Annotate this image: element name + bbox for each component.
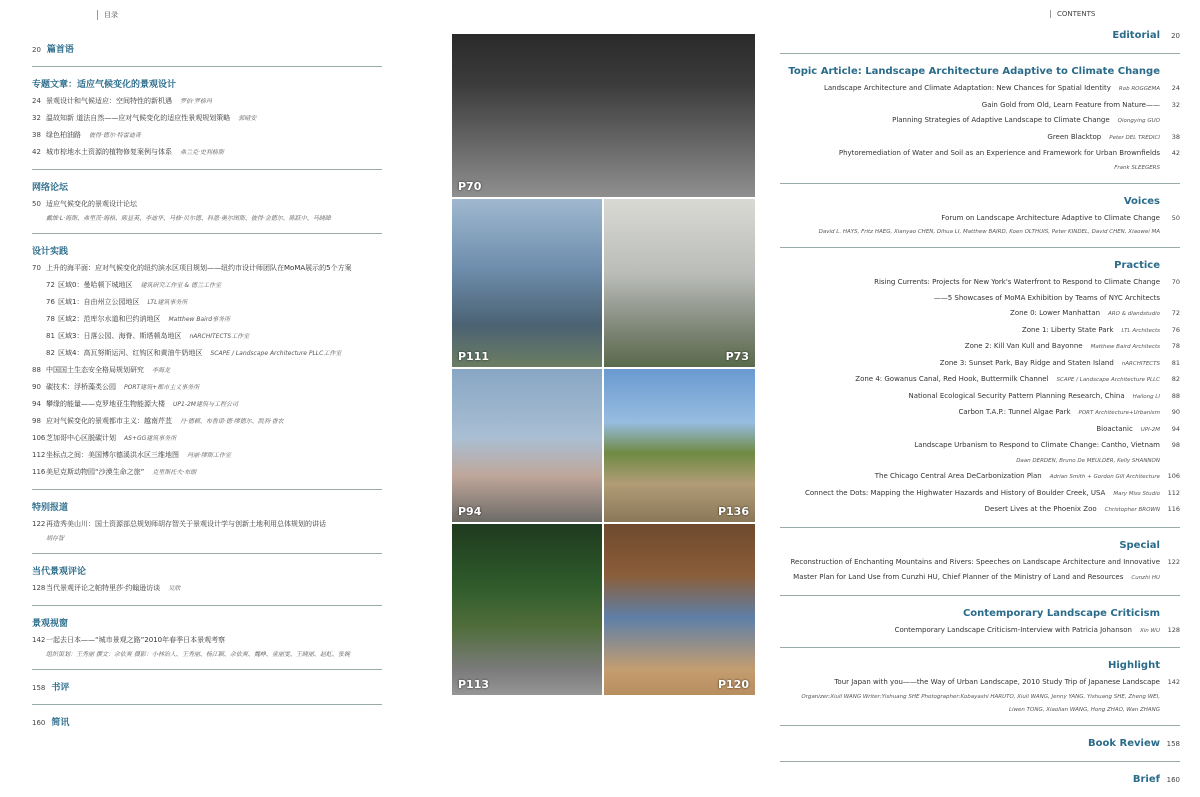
en-toc-entry[interactable]: [780, 211, 1180, 227]
cn-toc-entry[interactable]: [32, 328, 382, 345]
cn-entry-page: 70: [32, 264, 41, 272]
cn-section: [32, 680, 382, 705]
cn-section-page: 20: [32, 46, 41, 54]
cn-entry-page: 32: [32, 114, 41, 122]
cn-toc-entry[interactable]: [32, 362, 382, 379]
en-entry-page: 98: [1171, 441, 1180, 449]
cn-section-title[interactable]: [32, 564, 382, 577]
en-section: [780, 774, 1180, 797]
en-author-line: Frank SLEEGERS: [1114, 164, 1160, 171]
en-toc-entry[interactable]: [780, 623, 1180, 640]
en-entry-page: 128: [1167, 625, 1180, 634]
cn-entry-title: 上升的海平面：应对气候变化的纽约滨水区项目规划——纽约市设计师团队在MoMA展示的5个方案: [46, 264, 352, 272]
en-section-title-text: Editorial: [1112, 30, 1160, 41]
en-entry-author: Rob ROGGEMA: [1118, 86, 1160, 92]
en-entry-author: Xin WU: [1140, 627, 1160, 634]
en-section-title-text: Brief: [1132, 773, 1160, 785]
en-entry-page: 70: [1171, 278, 1180, 286]
en-entry-title: Green Blacktop: [1047, 132, 1102, 141]
en-entry-title: Zone 1: Liberty State Park: [1021, 325, 1114, 334]
en-toc-entry[interactable]: [780, 389, 1180, 406]
cn-entry-title: 碳技术：浮桥藻类公园: [46, 383, 116, 391]
photo-p73: [604, 199, 755, 367]
en-entry-title: Zone 4: Gowanus Canal, Red Hook, Buttermilk Channel: [855, 375, 1049, 383]
cn-entry-title: 区域4：高瓦努斯运河、红钩区和黄油牛奶地区: [58, 349, 203, 357]
en-author-line: Liwen TONG, Xiaolian WANG, Hong ZHAO, Wan ZHANG: [1008, 706, 1160, 713]
en-toc-entry[interactable]: [780, 146, 1180, 162]
cn-toc-entry[interactable]: [32, 311, 382, 328]
cn-toc-entry[interactable]: [32, 110, 382, 127]
cn-section: [32, 244, 382, 490]
en-toc-entry[interactable]: [780, 422, 1180, 439]
cn-entry-page: 50: [32, 200, 41, 208]
en-entry-title: Carbon T.A.P.: Tunnel Algae Park: [958, 408, 1071, 416]
photo-page-label: P94: [458, 505, 482, 518]
cn-section: [32, 42, 382, 67]
en-section-title-text: Highlight: [1108, 660, 1160, 671]
en-entry-title: Reconstruction of Enchanting Mountains and Rivers: Speeches on Landscape Architecture and Innovative: [790, 557, 1160, 566]
photo-p111: [452, 199, 602, 367]
cn-toc-entry[interactable]: [32, 260, 382, 277]
en-entry-page: 42: [1171, 149, 1180, 157]
cn-toc-entry[interactable]: [32, 144, 382, 161]
en-entry-page: 116: [1167, 505, 1180, 513]
en-toc-entry[interactable]: [780, 372, 1180, 389]
en-section: [780, 260, 1180, 528]
toc-english-column: [780, 30, 1180, 797]
en-section: [780, 540, 1180, 596]
cn-toc-entry[interactable]: [32, 127, 382, 144]
cn-toc-entry[interactable]: [32, 379, 382, 396]
photo-p113: [452, 524, 602, 695]
cn-section: [32, 77, 382, 170]
cn-section-title-text: 设计实践: [32, 247, 69, 257]
cn-entry-title: 区域2：范库尔水道和巴约讷地区: [58, 315, 161, 323]
en-toc-entry[interactable]: [780, 130, 1180, 147]
cn-entry-title: 美尼克斯动物园“沙漠生命之旅”: [46, 468, 145, 476]
photo-p136: [604, 369, 755, 522]
en-entry-title: Tour Japan with you——the Way of Urban Landscape, 2010 Study Trip of Japanese Landscape: [834, 678, 1160, 686]
en-toc-entry[interactable]: [780, 306, 1180, 323]
en-entry-title: Forum on Landscape Architecture Adaptive to Climate Change: [941, 213, 1160, 222]
en-author-line: Organizer:Xiuli WANG Writer:Yishuang SHE Photographer:Kobayashi HARUTO, Xiuli WANG, Jenny YANG, Yishuang SHE, Zheng WEI,: [801, 693, 1160, 700]
cn-toc-entry[interactable]: [32, 196, 382, 213]
en-toc-entry[interactable]: [780, 275, 1180, 291]
cn-entry-author: 丹·德顿、布鲁诺·德·缪德尔、凯利·香农: [180, 418, 284, 425]
cn-section-title[interactable]: [32, 180, 382, 193]
photo-collage: [452, 34, 755, 695]
cn-entry-author: Matthew Baird事务所: [168, 316, 231, 323]
en-toc-entry[interactable]: [780, 405, 1180, 422]
cn-author-line: 组织策划：王秀丽 撰文：佘依爽 摄影：小林治人、王秀丽、杨江颖、佘依爽、魏峥、童丽雯、王晓丽、赵虹、张婉: [46, 651, 350, 658]
en-entry-title: The Chicago Central Area DeCarbonization Plan: [874, 472, 1042, 480]
en-entry-title: ——5 Showcases of MoMA Exhibition by Teams of NYC Architects: [933, 293, 1160, 302]
cn-entry-page: 88: [32, 366, 41, 374]
en-entry-page: 82: [1171, 375, 1180, 383]
cn-section-page: 160: [32, 719, 46, 727]
en-section-title[interactable]: [780, 608, 1180, 619]
cn-entry-title: 区域0：曼哈顿下城地区: [58, 281, 133, 289]
en-toc-entry[interactable]: [780, 438, 1180, 454]
en-entry-author: Hailong LI: [1132, 393, 1160, 400]
cn-entry-page: 90: [32, 383, 41, 391]
en-section: [780, 196, 1180, 249]
cn-toc-entry[interactable]: [32, 580, 382, 597]
en-section-title[interactable]: [780, 660, 1180, 671]
cn-entry-page: 128: [32, 584, 46, 592]
cn-section-title[interactable]: [32, 680, 382, 693]
cn-section: [32, 564, 382, 606]
en-entry-page: 32: [1171, 100, 1180, 109]
cn-entry-page: 42: [32, 148, 41, 156]
cn-entry-page: 81: [46, 332, 55, 340]
cn-entry-page: 24: [32, 97, 41, 105]
en-toc-entry[interactable]: [780, 469, 1180, 486]
cn-entry-author: 李海龙: [152, 367, 171, 374]
cn-toc-entry[interactable]: [32, 345, 382, 362]
cn-section: [32, 616, 382, 670]
cn-entry-title: 区域3：日落公园、海脊、斯塔顿岛地区: [58, 332, 182, 340]
toc-header-cn: 目录: [97, 10, 118, 20]
cn-entry-page: 106: [32, 434, 46, 442]
en-section-title[interactable]: [780, 30, 1180, 41]
cn-entry-author: LTL建筑事务所: [147, 299, 188, 306]
cn-section: [32, 715, 382, 739]
photo-page-label: P113: [458, 678, 490, 691]
en-toc-entry[interactable]: [780, 675, 1180, 691]
cn-section-title-text: 书评: [51, 683, 70, 693]
cn-entry-author: 罗伯·罗格玛: [180, 98, 212, 105]
cn-entry-page: 116: [32, 468, 46, 476]
cn-entry-page: 72: [46, 281, 55, 289]
en-author-line: David L. HAYS, Fritz HAEG, Xianyao CHEN, Dihua LI, Matthew BAIRD, Koen OLTHUIS, Peter KINDEL, David CHEN, Xiaowei MA: [818, 229, 1160, 235]
cn-entry-author: 克里斯托夫·布朗: [152, 469, 197, 476]
en-entry-author: Christopher BROWN: [1104, 507, 1160, 513]
cn-entry-author: 弗兰克·史利格斯: [180, 149, 224, 156]
en-toc-entry[interactable]: [780, 323, 1180, 340]
en-entry-title: National Ecological Security Pattern Planning Research, China: [908, 391, 1125, 400]
photo-page-label: P111: [458, 350, 490, 363]
cn-section: [32, 180, 382, 234]
en-entry-author: Cunzhi HU: [1131, 575, 1160, 581]
en-toc-entry[interactable]: [780, 454, 1180, 470]
cn-entry-title: 坐标点之间：美国博尔德溪洪水区三维地图: [46, 451, 179, 459]
en-entry-author: nARCHITECTS: [1121, 360, 1160, 367]
cn-section-title-text: 特别报道: [32, 503, 69, 513]
en-section-title[interactable]: [780, 66, 1180, 77]
cn-toc-entry[interactable]: [32, 413, 382, 430]
en-section-title-text: Special: [1119, 539, 1160, 551]
photo-p94: [452, 369, 602, 522]
en-entry-author: UPI-2M: [1140, 426, 1160, 433]
cn-entry-title: 区域1：自由州立公园地区: [58, 298, 140, 306]
en-entry-title: Landscape Urbanism to Respond to Climate Change: Cantho, Vietnam: [914, 441, 1160, 449]
cn-toc-entry[interactable]: [32, 93, 382, 110]
en-entry-title: Zone 0: Lower Manhattan: [1010, 309, 1101, 317]
cn-toc-entry[interactable]: [32, 516, 382, 533]
cn-author-line: 戴维·L·海斯、弗里茨·海格、陈显英、李迪华、马修·贝尔德、科恩·奥尔图斯、彼得·金德尔、陈跃中、马晓暐: [46, 215, 331, 222]
en-section: [780, 30, 1180, 54]
cn-toc-entry[interactable]: [32, 396, 382, 413]
en-entry-page: 112: [1167, 488, 1180, 497]
cn-entry-page: 78: [46, 315, 55, 323]
toc-header-en: CONTENTS: [1050, 10, 1095, 18]
en-section-title[interactable]: [780, 196, 1180, 207]
en-section-title-text: Practice: [1114, 260, 1160, 271]
en-entry-page: 78: [1171, 342, 1180, 350]
en-entry-title: Desert Lives at the Phoenix Zoo: [984, 505, 1097, 513]
en-section-title-text: Voices: [1123, 195, 1160, 207]
cn-toc-entry[interactable]: [32, 277, 382, 294]
cn-author-line: 胡存智: [46, 535, 65, 542]
photo-p120: [604, 524, 755, 695]
en-entry-author: ARO & dlandstudio: [1108, 311, 1160, 317]
cn-entry-page: 38: [32, 131, 41, 139]
cn-entry-title: 温故知新 道法自然——应对气候变化的适应性景观规划策略: [46, 114, 231, 122]
cn-section-title-text: 景观视窗: [32, 619, 69, 629]
en-entry-page: 94: [1171, 424, 1180, 433]
en-entry-title: Zone 2: Kill Van Kull and Bayonne: [964, 342, 1083, 350]
photo-page-label: P70: [458, 180, 482, 193]
en-entry-title: Phytoremediation of Water and Soil as an Experience and Framework for Urban Brownfields: [838, 149, 1160, 157]
en-entry-author: Mary Miss Studio: [1113, 490, 1160, 497]
cn-entry-title: 城市棕地水土资源的植物修复案例与体系: [46, 148, 172, 156]
cn-entry-author: AS+GG建筑事务所: [124, 435, 177, 442]
cn-entry-title: 一起去日本——“城市景观之路”2010年春季日本景观考察: [46, 636, 226, 644]
cn-section: [32, 500, 382, 554]
cn-entry-title: 再造秀美山川：国土资源部总规划师胡存智关于景观设计学与创新土地利用总体规划的讲话: [46, 520, 326, 528]
en-toc-entry[interactable]: [780, 113, 1180, 130]
en-entry-page: 72: [1171, 309, 1180, 317]
cn-entry-title: 适应气候变化的景观设计论坛: [46, 200, 137, 208]
en-entry-title: Gain Gold from Old, Learn Feature from Nature——: [981, 100, 1160, 109]
en-section-page: 160: [1166, 775, 1180, 784]
cn-section-title[interactable]: [32, 616, 382, 629]
en-toc-entry[interactable]: [780, 486, 1180, 503]
en-toc-entry[interactable]: [780, 356, 1180, 373]
en-entry-author: Matthew Baird Architects: [1090, 344, 1160, 350]
cn-entry-title: 芝加哥中心区脱碳计划: [46, 434, 116, 442]
cn-entry-author: nARCHITECTS工作室: [189, 333, 250, 340]
cn-entry-author: SCAPE / Landscape Architecture PLLC工作室: [210, 350, 342, 357]
cn-entry-author: 彼得·德尔·特雷迪奇: [89, 132, 141, 139]
cn-entry-page: 76: [46, 298, 55, 306]
cn-entry-page: 112: [32, 451, 46, 459]
en-entry-title: Landscape Architecture and Climate Adaptation: New Chances for Spatial Identity: [823, 84, 1111, 92]
en-entry-title: Contemporary Landscape Criticism-Interview with Patricia Johanson: [894, 625, 1132, 634]
en-toc-entry[interactable]: [780, 570, 1180, 587]
cn-section-title-text: 篇首语: [46, 45, 74, 55]
en-toc-entry[interactable]: [780, 339, 1180, 356]
en-entry-title: Bioactanic: [1096, 424, 1133, 433]
cn-entry-title: 景观设计和气候适应：空间特性的新机遇: [46, 97, 172, 105]
en-entry-author: LTL Architects: [1121, 327, 1160, 334]
en-entry-title: Connect the Dots: Mapping the Highwater Hazards and History of Boulder Creek, USA: [804, 488, 1106, 497]
cn-entry-author: 建筑研究工作室 & 德兰工作室: [140, 282, 221, 289]
cn-toc-entry[interactable]: [32, 447, 382, 464]
photo-p70: [452, 34, 755, 197]
cn-section-title-text: 简讯: [51, 718, 70, 728]
cn-section-title[interactable]: [32, 42, 382, 55]
cn-entry-title: 攀缘的能量——克罗地亚生物能源大楼: [46, 400, 165, 408]
cn-section-title[interactable]: [32, 500, 382, 513]
en-section-page: 158: [1166, 739, 1180, 748]
en-section: [780, 66, 1180, 184]
en-entry-title: Planning Strategies of Adaptive Landscape to Climate Change: [892, 116, 1110, 124]
en-section-title-text: Book Review: [1088, 737, 1160, 749]
en-entry-page: 90: [1171, 408, 1180, 416]
en-section: [780, 660, 1180, 726]
cn-entry-author: 玛丽·缪斯工作室: [187, 452, 231, 459]
cn-toc-entry[interactable]: [32, 294, 382, 311]
en-toc-entry[interactable]: [780, 81, 1180, 98]
photo-page-label: P120: [717, 678, 749, 691]
toc-chinese-column: [32, 36, 382, 749]
cn-section-title-text: 专题文章：适应气候变化的景观设计: [32, 80, 177, 90]
cn-entry-title: 中国国土生态安全格局规划研究: [46, 366, 144, 374]
en-entry-page: 142: [1167, 678, 1180, 686]
cn-section-title-text: 当代景观评论: [32, 567, 87, 577]
cn-toc-entry[interactable]: [32, 430, 382, 447]
cn-entry-page: 98: [32, 417, 41, 425]
cn-entry-page: 122: [32, 520, 46, 528]
cn-toc-entry[interactable]: [32, 632, 382, 649]
en-entry-author: Qiongying GUO: [1117, 118, 1160, 124]
en-entry-page: 106: [1167, 472, 1180, 480]
en-section-title[interactable]: [780, 738, 1180, 749]
en-entry-page: 76: [1171, 325, 1180, 334]
en-entry-title: Zone 3: Sunset Park, Bay Ridge and Staten Island: [939, 358, 1114, 367]
en-entry-page: 24: [1171, 84, 1180, 92]
en-toc-entry[interactable]: [780, 502, 1180, 519]
en-section-title[interactable]: [780, 540, 1180, 551]
en-entry-author: Daan DERDEN, Bruno De MEULDER, Kelly SHANNON: [1016, 457, 1160, 464]
en-entry-page: 50: [1171, 213, 1180, 222]
en-toc-entry[interactable]: [780, 98, 1180, 114]
cn-entry-title: 应对气候变化的景观都市主义：越南芹苴: [46, 417, 172, 425]
photo-page-label: P73: [725, 350, 749, 363]
en-entry-title: Master Plan for Land Use from Cunzhi HU, Chief Planner of the Ministry of Land and Resources: [793, 573, 1124, 581]
cn-section-title[interactable]: [32, 715, 382, 728]
cn-entry-page: 82: [46, 349, 55, 357]
cn-entry-page: 142: [32, 636, 46, 644]
en-entry-author: Adrian Smith + Gordon Gill Architecture: [1049, 474, 1160, 480]
en-section-title[interactable]: [780, 774, 1180, 785]
en-section-title-text: Contemporary Landscape Criticism: [962, 607, 1160, 619]
en-section-title-text: Topic Article: Landscape Architecture Adaptive to Climate Change: [788, 66, 1160, 77]
photo-page-label: P136: [717, 505, 749, 518]
cn-section-title[interactable]: [32, 244, 382, 257]
cn-entry-author: 郭晴安: [238, 115, 257, 122]
cn-toc-entry[interactable]: [32, 464, 382, 481]
en-entry-author: SCAPE / Landscape Architecture PLLC: [1056, 377, 1160, 383]
cn-section-title-text: 网络论坛: [32, 183, 69, 193]
cn-section-page: 158: [32, 684, 46, 692]
cn-entry-page: 94: [32, 400, 41, 408]
cn-entry-author: PORT建筑+都市主义事务所: [124, 384, 200, 391]
cn-entry-title: 绿色柏油路: [46, 131, 81, 139]
cn-entry-title: 当代景观评论之帕特里莎·约翰逊访谈: [46, 584, 161, 592]
cn-section-title[interactable]: [32, 77, 382, 90]
en-section-page: 20: [1171, 32, 1180, 40]
en-entry-author: PORT Architecture+Urbanism: [1078, 410, 1160, 416]
en-toc-entry[interactable]: [780, 555, 1180, 571]
en-section-title[interactable]: [780, 260, 1180, 271]
en-entry-page: 122: [1167, 557, 1180, 566]
en-section: [780, 738, 1180, 762]
en-entry-page: 81: [1171, 358, 1180, 367]
en-entry-author: Peter DEL TREDICI: [1109, 134, 1160, 141]
en-entry-title: Rising Currents: Projects for New York's Waterfront to Respond to Climate Change: [874, 278, 1160, 286]
en-entry-page: 88: [1171, 391, 1180, 400]
en-section: [780, 608, 1180, 649]
en-toc-entry[interactable]: [780, 291, 1180, 307]
cn-entry-author: UP1-2M建筑与工程公司: [173, 401, 238, 408]
cn-entry-author: 吴欣: [168, 585, 181, 592]
en-entry-page: 38: [1171, 132, 1180, 141]
